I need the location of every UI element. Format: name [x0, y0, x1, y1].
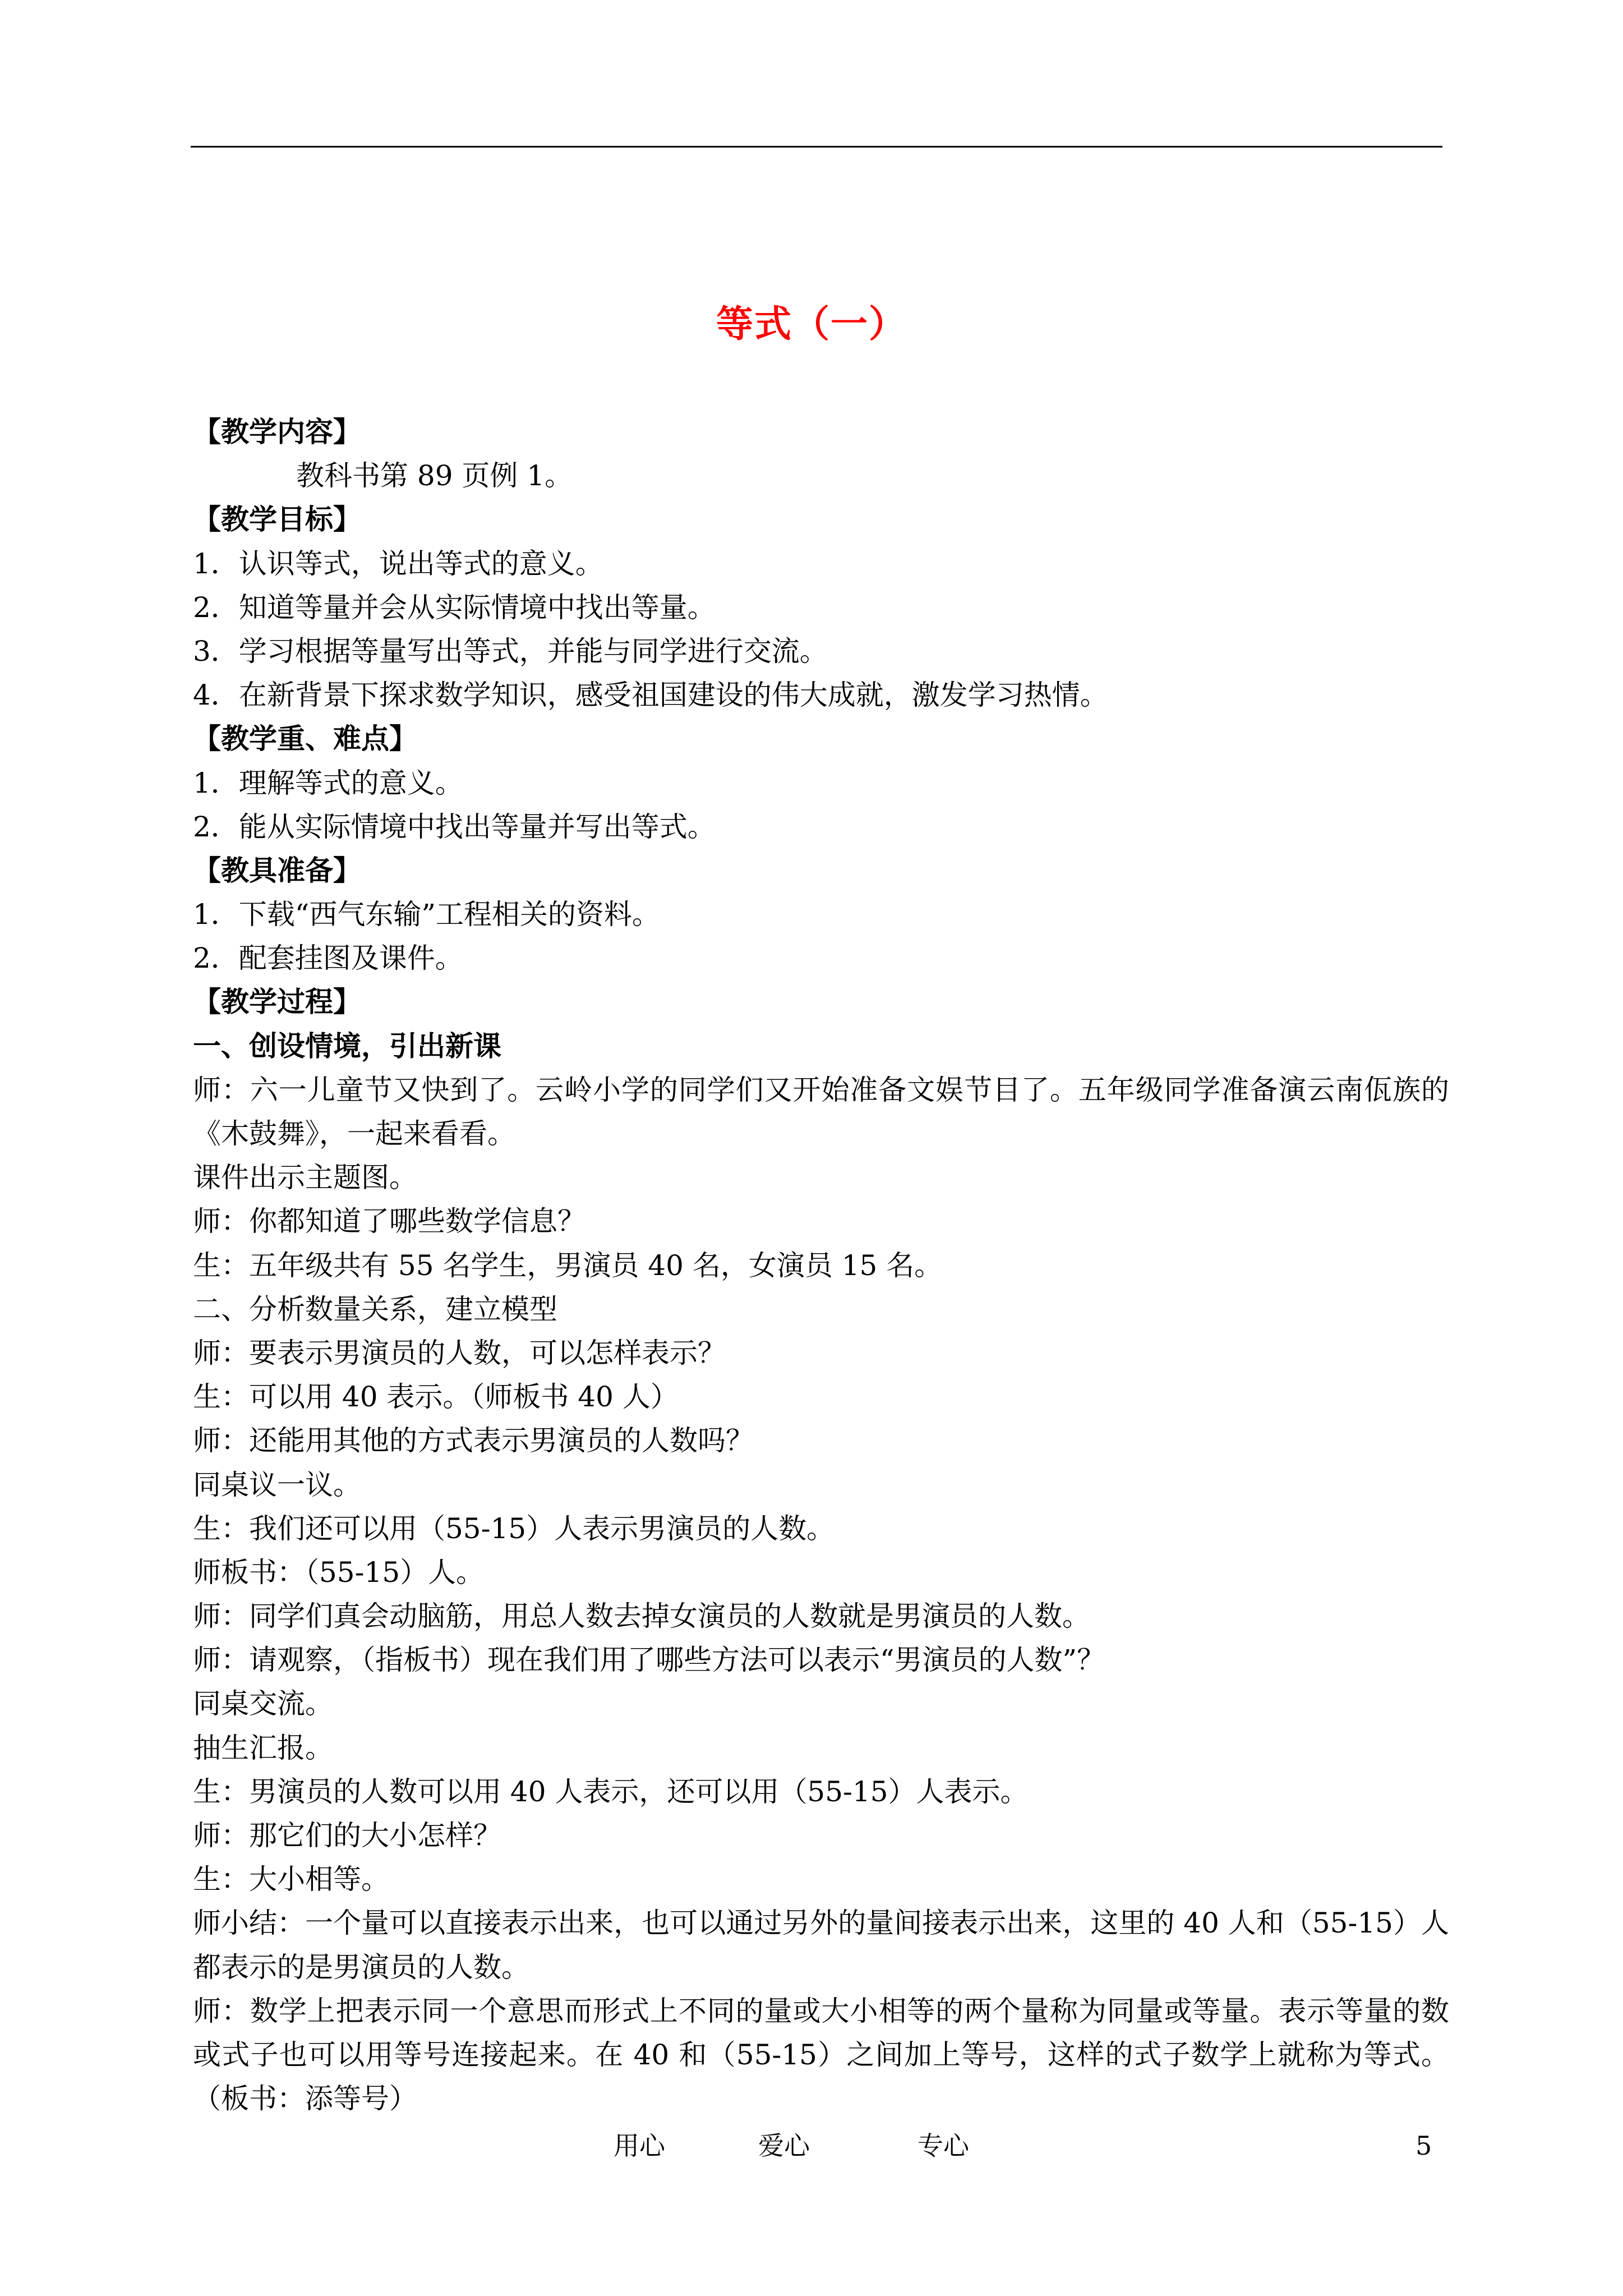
text-line: 师：还能用其他的方式表示男演员的人数吗？ — [193, 1424, 754, 1457]
text-line: 2．能从实际情境中找出等量并写出等式。 — [193, 810, 716, 843]
section-heading: 【教学重、难点】 — [193, 722, 417, 756]
text-line: 1．下载“西气东输”工程相关的资料。 — [193, 898, 660, 931]
text-line: 生：我们还可以用（55-15）人表示男演员的人数。 — [193, 1512, 835, 1545]
section-heading: 【教学目标】 — [193, 503, 361, 536]
footer-motto-2: 爱心 — [758, 2131, 810, 2161]
text-line: 师：要表示男演员的人数，可以怎样表示？ — [193, 1336, 726, 1369]
text-line: 师板书：（55-15）人。 — [193, 1556, 485, 1589]
document-body — [193, 410, 1449, 2120]
text-line: 生：男演员的人数可以用 40 人表示，还可以用（55-15）人表示。 — [193, 1775, 1029, 1808]
text-line: 同桌议一议。 — [193, 1468, 361, 1501]
section-heading: 一、创设情境，引出新课 — [193, 1029, 501, 1062]
text-line: 师：你都知道了哪些数学信息？ — [193, 1205, 585, 1238]
text-line: 同桌交流。 — [193, 1687, 333, 1720]
text-line: 生：五年级共有 55 名学生，男演员 40 名，女演员 15 名。 — [193, 1249, 943, 1282]
text-line: 课件出示主题图。 — [193, 1161, 417, 1194]
text-line: 生：大小相等。 — [193, 1863, 389, 1896]
text-line: 师：那它们的大小怎样？ — [193, 1819, 501, 1852]
text-line: 生：可以用 40 表示。（师板书 40 人） — [193, 1381, 679, 1414]
section-heading: 【教学过程】 — [193, 985, 361, 1019]
text-line: 2．知道等量并会从实际情境中找出等量。 — [193, 591, 716, 624]
text-line: 教科书第 89 页例 1。 — [296, 459, 573, 493]
text-line: 3．学习根据等量写出等式，并能与同学进行交流。 — [193, 634, 828, 668]
section-heading: 【教具准备】 — [193, 853, 361, 887]
text-line: 师：六一儿童节又快到了。云岭小学的同学们又开始准备文娱节目了。五年级同学准备演云南佤族的《木鼓舞》，一起来看看。 — [193, 1073, 1449, 1151]
page-number: 5 — [1415, 2131, 1432, 2161]
text-line: 1．认识等式，说出等式的意义。 — [193, 547, 603, 580]
text-line: 师：数学上把表示同一个意思而形式上不同的量或大小相等的两个量称为同量或等量。表示等量的数或式子也可以用等号连接起来。在 40 和（55-15）之间加上等号，这样的式子数学上就称为等式。（板书：添等号） — [193, 1994, 1449, 2115]
text-line: 抽生汇报。 — [193, 1731, 333, 1764]
text-line: 2．配套挂图及课件。 — [193, 942, 463, 975]
footer-motto-3: 专心 — [917, 2131, 969, 2161]
text-line: 师：同学们真会动脑筋，用总人数去掉女演员的人数就是男演员的人数。 — [193, 1600, 1090, 1633]
footer-motto-1: 用心 — [614, 2131, 665, 2161]
document-title: 等式（一） — [716, 302, 907, 346]
text-line: 师：请观察，（指板书）现在我们用了哪些方法可以表示“男演员的人数”？ — [193, 1644, 1105, 1677]
text-line: 1．理解等式的意义。 — [193, 766, 463, 799]
text-line: 师小结：一个量可以直接表示出来，也可以通过另外的量间接表示出来，这里的 40 人和（55-15）人都表示的是男演员的人数。 — [193, 1907, 1449, 1984]
section-heading: 【教学内容】 — [193, 415, 361, 448]
text-line: 4．在新背景下探求数学知识，感受祖国建设的伟大成就，激发学习热情。 — [193, 679, 1108, 712]
text-line: 二、分析数量关系，建立模型 — [193, 1292, 557, 1326]
page-footer — [0, 2126, 1623, 2165]
header-rule — [191, 146, 1442, 148]
